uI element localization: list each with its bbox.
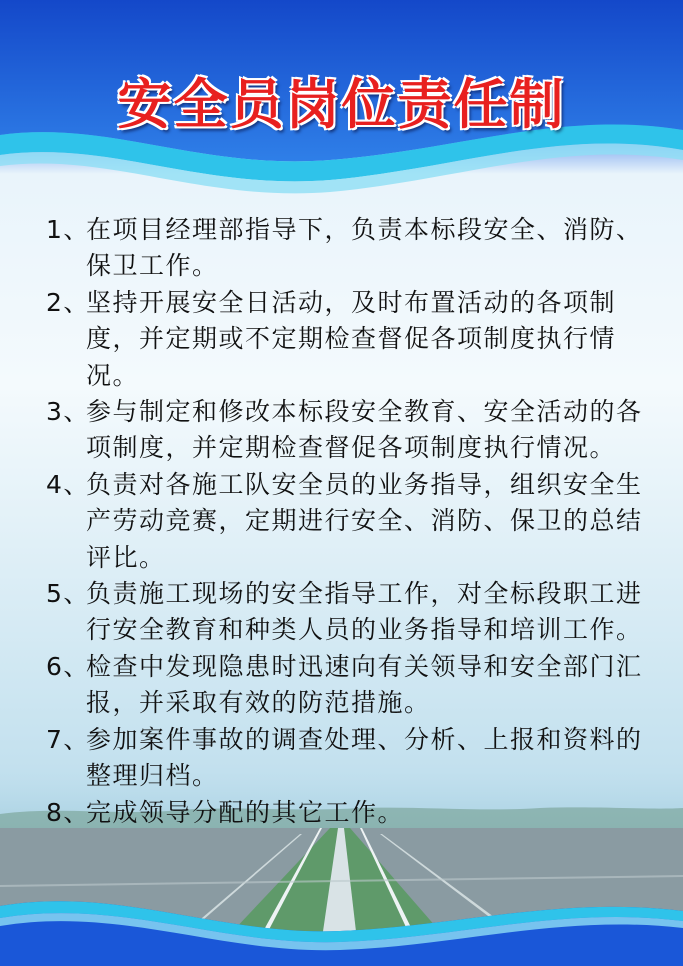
- item-number: 6、: [46, 651, 90, 681]
- footer-wave-background: [0, 876, 683, 966]
- item-text: 在项目经理部指导下，负责本标段安全、消防、保卫工作。: [86, 215, 643, 281]
- item-text: 参与制定和修改本标段安全教育、安全活动的各项制度，并定期检查督促各项制度执行情况。: [86, 397, 643, 463]
- responsibility-list: [46, 212, 646, 831]
- list-item: [46, 285, 646, 394]
- item-text: 负责施工现场的安全指导工作，对全标段职工进行安全教育和种类人员的业务指导和培训工作。: [86, 579, 643, 645]
- item-number: 7、: [46, 724, 90, 754]
- list-item: [46, 649, 646, 722]
- item-number: 3、: [46, 397, 90, 427]
- item-number: 2、: [46, 287, 90, 317]
- list-item: [46, 394, 646, 467]
- item-text: 坚持开展安全日活动，及时布置活动的各项制度，并定期或不定期检查督促各项制度执行情况。: [86, 287, 617, 390]
- list-item: [46, 467, 646, 576]
- item-number: 4、: [46, 469, 90, 499]
- page-title: 安全员岗位责任制: [117, 72, 566, 137]
- list-item: [46, 722, 646, 795]
- item-number: 8、: [46, 797, 90, 827]
- item-text: 完成领导分配的其它工作。: [86, 797, 405, 827]
- item-text: 检查中发现隐患时迅速向有关领导和安全部门汇报，并采取有效的防范措施。: [86, 651, 643, 718]
- item-number: 1、: [46, 215, 90, 244]
- item-text: 参加案件事故的调查处理、分析、上报和资料的整理归档。: [86, 724, 643, 791]
- list-item: [46, 795, 646, 831]
- list-item: [46, 212, 646, 285]
- item-text: 负责对各施工队安全员的业务指导，组织安全生产劳动竞赛，定期进行安全、消防、保卫的总结评比。: [86, 469, 643, 572]
- item-number: 5、: [46, 579, 90, 609]
- list-item: [46, 576, 646, 649]
